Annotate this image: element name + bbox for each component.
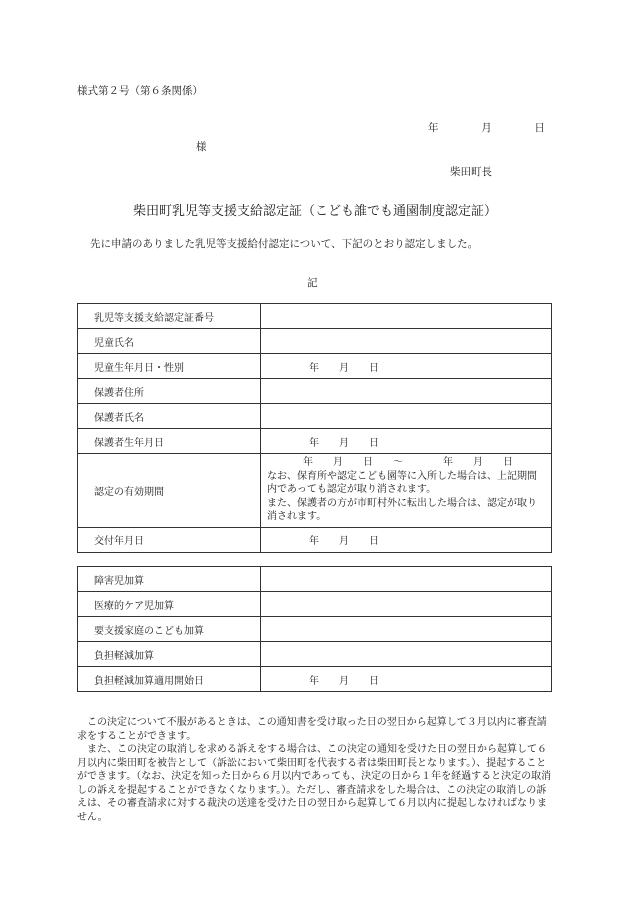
form-number: 様式第２号（第６条関係） xyxy=(77,85,203,97)
medical-care-addition-label: 医療的ケア児加算 xyxy=(78,592,261,617)
guardian-name-label: 保護者氏名 xyxy=(78,404,261,429)
table-row xyxy=(78,379,552,404)
issue-date-field[interactable]: 年 月 日 xyxy=(261,527,552,552)
certificate-number-label: 乳児等支援支給認定証番号 xyxy=(78,304,261,329)
guardian-address-field[interactable] xyxy=(261,379,552,404)
table-row xyxy=(78,592,552,617)
table-row xyxy=(78,527,552,552)
appeal-notice xyxy=(77,716,553,824)
ki-heading: 記 xyxy=(307,277,318,289)
table-row xyxy=(78,667,552,692)
medical-care-addition-field[interactable] xyxy=(261,592,552,617)
month-label: 月 xyxy=(481,122,492,134)
year-label: 年 xyxy=(428,122,439,134)
addressee-suffix: 様 xyxy=(196,141,207,153)
guardian-birth-label: 保護者生年月日 xyxy=(78,429,261,454)
guardian-name-field[interactable] xyxy=(261,404,552,429)
day-label: 日 xyxy=(534,122,545,134)
additions-table xyxy=(77,566,552,692)
child-birth-gender-label: 児童生年月日・性別 xyxy=(78,354,261,379)
certificate-number-field[interactable] xyxy=(261,304,552,329)
validity-note-move: また、保護者の方が市町村外に転出した場合は、認定が取り消されます。 xyxy=(267,497,537,522)
burden-reduction-label: 負担軽減加算 xyxy=(78,642,261,667)
validity-range[interactable]: 年 月 日 〜 年 月 日 xyxy=(303,457,513,468)
issue-date-label: 交付年月日 xyxy=(78,527,261,552)
certificate-details-table xyxy=(77,303,552,553)
table-row xyxy=(78,617,552,642)
table-row xyxy=(78,642,552,667)
support-family-addition-label: 要支援家庭のこども加算 xyxy=(78,617,261,642)
document-title: 柴田町乳児等支援支給認定証（こども誰でも通園制度認定証） xyxy=(132,204,497,219)
guardian-birth-field[interactable]: 年 月 日 xyxy=(261,429,552,454)
burden-reduction-start-label: 負担軽減加算適用開始日 xyxy=(78,667,261,692)
notice-paragraph-review: この決定について不服があるときは、この通知書を受け取った日の翌日から起算して３月以内に審査請求をすることができます。 xyxy=(77,717,547,742)
issue-date-line xyxy=(428,120,545,135)
support-family-addition-field[interactable] xyxy=(261,617,552,642)
table-row xyxy=(78,429,552,454)
table-row xyxy=(78,567,552,592)
disability-addition-label: 障害児加算 xyxy=(78,567,261,592)
validity-label: 認定の有効期間 xyxy=(78,454,261,528)
table-row xyxy=(78,454,552,528)
issuer-name: 柴田町長 xyxy=(450,166,492,178)
table-row xyxy=(78,329,552,354)
intro-text: 先に申請のありました乳児等支援給付認定について、下記のとおり認定しました。 xyxy=(90,238,479,250)
table-row xyxy=(78,354,552,379)
burden-reduction-field[interactable] xyxy=(261,642,552,667)
validity-cell xyxy=(261,454,552,528)
child-name-label: 児童氏名 xyxy=(78,329,261,354)
table-row xyxy=(78,304,552,329)
child-birth-field[interactable]: 年 月 日 xyxy=(261,354,552,379)
disability-addition-field[interactable] xyxy=(261,567,552,592)
guardian-address-label: 保護者住所 xyxy=(78,379,261,404)
table-row xyxy=(78,404,552,429)
validity-note-nursery: なお、保育所や認定こども園等に入所した場合は、上記期間内であっても認定が取り消されます。 xyxy=(267,470,537,495)
burden-reduction-start-field[interactable]: 年 月 日 xyxy=(261,667,552,692)
notice-paragraph-lawsuit: また、この決定の取消しを求める訴えをする場合は、この決定の通知を受けた日の翌日から起算して６月以内に柴田町を被告として（訴訟において柴田町を代表する者は柴田町長となります。）、提起することができます。（なお、決定を知った日から６月以内であっても、決定の日から１年を経過すると決定の取消しの訴えを提起することができなくなります。）。ただし、審査請求をした場合は、この決定の取消しの訴えは、その審査請求に対する裁決の送達を受けた日の翌日から起算して６月以内に提起しなければなりません。 xyxy=(77,744,552,823)
child-name-field[interactable] xyxy=(261,329,552,354)
